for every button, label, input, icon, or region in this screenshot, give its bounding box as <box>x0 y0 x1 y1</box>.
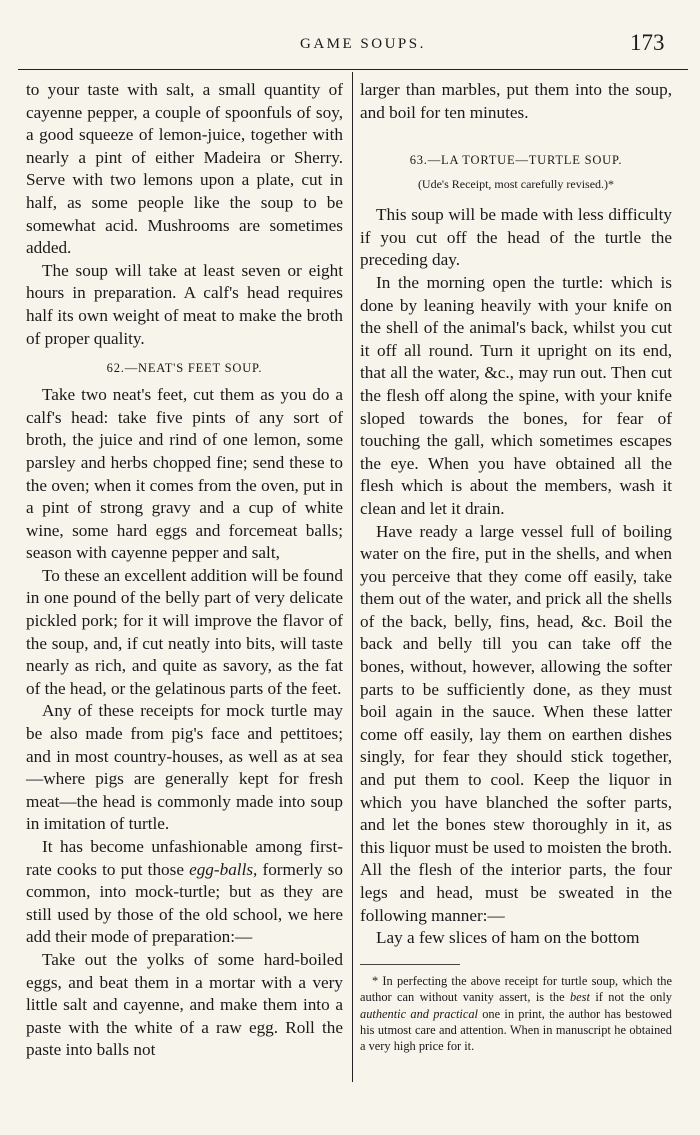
paragraph: larger than marbles, put them into the soup, and boil for ten minutes. <box>360 80 672 122</box>
paragraph: The soup will take at least seven or eight hours in preparation. A calf's head requires half its own weight of meat to make the broth of proper quality. <box>26 260 343 348</box>
running-head: GAME SOUPS. <box>300 36 426 52</box>
text-run: It has become unfashionable among first-rate cooks to put those <box>26 837 343 879</box>
paragraph: to your taste with salt, a small quantity of cayenne pepper, a couple of spoonfuls of soy, a good squeeze of lemon-juice, together with nearly a pint of either Madeira or Sherry. Serve with two lemons upon a plate, cut in half, as some people like the soup to be somewhat acid. Mushrooms are sometimes added. <box>26 80 343 258</box>
text-run: if not the only <box>589 990 672 1005</box>
text-run: * In perfecting the above receipt for turtle soup, which the author can without vanity assert, is the <box>360 973 672 1005</box>
paragraph <box>26 836 343 949</box>
paragraph: In the morning open the turtle: which is done by leaning heavily with your knife on the shell of the animal's back, whilst you cut it off all round. Turn it upright on its end, that all the water, &c., may run out. Then cut the flesh off along the spine, with your knife sloped towards the bones, for fear of touching the gall, which sometimes escapes the eye. When you have obtained all the flesh which is about the members, wash it clean and let it drain. <box>360 272 672 518</box>
paragraph: Any of these receipts for mock turtle may be also made from pig's face and pettitoes; and in most country-houses, as well as at sea—where pigs are generally kept for fresh meat—the head is commonly made into soup in imitation of turtle. <box>26 701 343 834</box>
footnote-rule <box>360 964 460 965</box>
paragraph: Have ready a large vessel full of boiling water on the fire, put in the shells, and when you perceive that they come off easily, take them out of the water, and prick all the shells of the back, belly, fins, head, &c. Boil the back and belly till you can take off the bones, without, however, allowing the softer parts to be sufficiently done, as they must boil again in the sauce. When these latter come off easily, lay them on earthen dishes singly, for fear they should stick together, and put them to cool. Keep the liquor in which you have blanched the softer parts, and let the bones stew thoroughly in it, as this liquor must be used to moisten the broth. All the flesh of the interior parts, the four legs and head, must be sweated in the following manner:— <box>360 521 672 925</box>
paragraph: To these an excellent addition will be found in one pound of the belly part of very delicate pickled pork; for it will improve the flavor of the soup, and, if cut neatly into bits, will taste nearly as rich, and quite as savory, as the fat of the head, or the gelatinous parts of the feet. <box>26 565 343 698</box>
column-divider <box>352 72 353 1082</box>
text-run: one in print, the author has bestowed his utmost care and attention. When in manuscript he obtained a very high price for it. <box>360 1006 672 1054</box>
page-header <box>0 30 700 62</box>
page-number: 173 <box>630 30 665 55</box>
receipt-note: (Ude's Receipt, most carefully revised.)* <box>417 177 615 192</box>
paragraph: This soup will be made with less difficulty if you cut off the head of the turtle the preceding day. <box>360 205 672 270</box>
paragraph: Take out the yolks of some hard-boiled eggs, and beat them in a mortar with a very little salt and cayenne, and make them into a paste with the white of a raw egg. Roll the paste into balls not <box>26 949 343 1060</box>
emphasis: authentic and practical <box>360 1006 478 1021</box>
recipe-heading-63: 63.—LA TORTUE—TURTLE SOUP. <box>409 153 623 168</box>
header-rule <box>18 69 688 70</box>
emphasis: best <box>569 990 590 1005</box>
right-column <box>360 79 672 1055</box>
footnote <box>360 973 672 1055</box>
emphasis: egg-balls, <box>189 859 258 879</box>
recipe-heading-62: 62.—NEAT'S FEET SOUP. <box>106 361 263 376</box>
left-column <box>26 79 343 1062</box>
text-run: formerly so common, into mock-turtle; but as they are still used by those of the old school, we here add their mode of preparation:— <box>26 859 343 947</box>
paragraph: Take two neat's feet, cut them as you do a calf's head: take five pints of any sort of broth, the juice and rind of one lemon, some parsley and herbs chopped fine; send these to the oven; when it comes from the oven, put in a pint of strong gravy and a cup of white wine, some hard eggs and forcemeat balls; season with cayenne pepper and salt, <box>26 385 343 563</box>
paragraph: Lay a few slices of ham on the bottom <box>376 928 640 948</box>
